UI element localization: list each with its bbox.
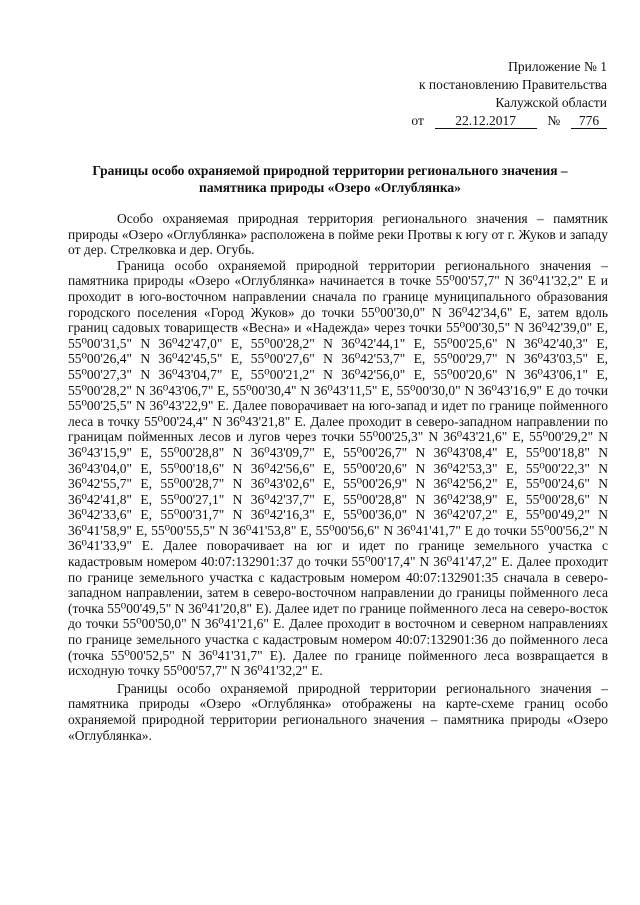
appendix-resolution-ref: к постановлению Правительства	[418, 77, 607, 92]
paragraph-location: Особо охраняемая природная территория регионального значения – памятник природы «Озеро «Оглублянка» расположена в пойме реки Протвы к югу от г. Жуков и западу от дер. Стрелковка и дер. Огубь.	[68, 211, 608, 258]
paragraph-map-reference: Границы особо охраняемой природной территории регионального значения – памятника природы «Озеро «Оглублянка» отображены на карте-схеме границ особо охраняемой природной территории регионального значения – памятника природы «Озеро «Оглублянка».	[68, 680, 608, 743]
appendix-date: 22.12.2017	[435, 114, 537, 129]
appendix-title: Приложение № 1	[508, 59, 607, 74]
appendix-number-sign: №	[547, 113, 561, 128]
appendix-date-number-line	[411, 112, 607, 130]
appendix-header	[411, 58, 607, 130]
document-title	[60, 162, 600, 196]
title-line-2: памятника природы «Озеро «Оглублянка»	[199, 180, 461, 195]
document-body	[68, 211, 608, 743]
appendix-from-prefix: от	[411, 113, 424, 128]
appendix-region: Калужской области	[495, 95, 607, 110]
appendix-number: 776	[571, 114, 607, 129]
title-line-1: Границы особо охраняемой природной территории регионального значения –	[92, 163, 568, 178]
paragraph-boundary-description: Граница особо охраняемой природной территории регионального значения – памятника природы «Озеро «Оглублянка» начинается в точке 55⁰00'57,7" N 36⁰41'32,2" E и проходит в юго-восточном направлении сначала по границе муниципального образования городского поселения «Город Жуков» до точки 55⁰00'30,0" N 36⁰42'34,6" E, затем вдоль границ садовых товариществ «Весна» и «Надежда» через точки 55⁰00'30,5" N 36⁰42'39,0" E, 55⁰00'31,5" N 36⁰42'47,0" E, 55⁰00'28,2" N 36⁰42'44,1" E, 55⁰00'25,6" N 36⁰42'40,3" E, 55⁰00'26,4" N 36⁰42'45,5" E, 55⁰00'27,6" N 36⁰42'53,7" E, 55⁰00'29,7" N 36⁰43'03,5" E, 55⁰00'27,3" N 36⁰43'04,7" E, 55⁰00'21,2" N 36⁰42'56,0" E, 55⁰00'20,6" N 36⁰43'06,1" E, 55⁰00'28,2" N 36⁰43'06,7" E, 55⁰00'30,4" N 36⁰43'11,5" E, 55⁰00'30,0" N 36⁰43'16,9" E до точки 55⁰00'25,5" N 36⁰43'22,9" E. Далее поворачивает на юго-запад и идет по границе пойменного леса в точку 55⁰00'24,4" N 36⁰43'21,8" E. Далее проходит в северо-западном направлении по границам пойменных лесов и лугов через точки 55⁰00'25,3" N 36⁰43'21,6" E, 55⁰00'29,2" N 36⁰43'15,9" E, 55⁰00'28,8" N 36⁰43'09,7" E, 55⁰00'26,7" N 36⁰43'08,4" E, 55⁰00'18,8" N 36⁰43'04,0" E, 55⁰00'18,6" N 36⁰42'56,6" E, 55⁰00'20,6" N 36⁰42'53,3" E, 55⁰00'22,3" N 36⁰42'55,7" E, 55⁰00'28,7" N 36⁰43'02,6" E, 55⁰00'26,9" N 36⁰42'56,2" E, 55⁰00'24,6" N 36⁰42'41,8" E, 55⁰00'27,1" N 36⁰42'37,7" E, 55⁰00'28,8" N 36⁰42'38,9" E, 55⁰00'28,6" N 36⁰42'33,6" E, 55⁰00'31,7" N 36⁰42'16,3" E, 55⁰00'36,0" N 36⁰42'07,2" E, 55⁰00'49,2" N 36⁰41'58,9" E, 55⁰00'55,5" N 36⁰41'53,8" E, 55⁰00'56,6" N 36⁰41'41,7" E до точки 55⁰00'56,2" N 36⁰41'33,9" E. Далее поворачивает на юг и идет по границе земельного участка с кадастровым номером 40:07:132901:37 до точки 55⁰00'17,4" N 36⁰41'47,2" E. Далее проходит по границе земельного участка с кадастровым номером 40:07:132901:35 сначала в северо-западном направлении, затем в северо-восточном направлении до границы пойменного леса (точка 55⁰00'49,5" N 36⁰41'20,8" E). Далее идет по границе пойменного леса на северо-восток до точки 55⁰00'50,0" N 36⁰41'21,6" E. Далее проходит в восточном и северном направлениях по границе земельного участка с кадастровым номером 40:07:132901:36 до пойменного леса (точка 55⁰00'52,5" N 36⁰41'31,7" E). Далее по границе пойменного леса возвращается в исходную точку 55⁰00'57,7" N 36⁰41'32,2" E.	[68, 257, 608, 679]
